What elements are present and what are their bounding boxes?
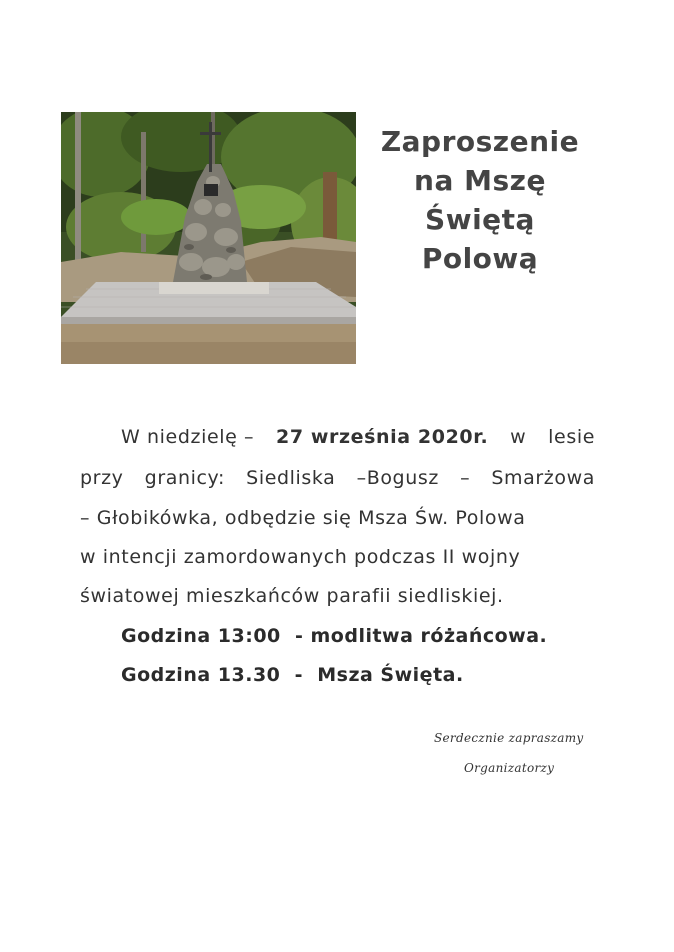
title-line-3: Świętą	[425, 203, 535, 236]
body-line-5: światowej mieszkańców parafii siedliskiej.	[80, 585, 504, 607]
closing-greeting: Serdecznie zapraszamy	[434, 731, 584, 745]
title-line-2: na Mszę	[414, 164, 546, 197]
title-line-4: Polową	[421, 242, 539, 275]
body-line-2-f: Smarżowa	[491, 467, 595, 489]
body-line-1-end: lesie	[548, 426, 595, 448]
body-line-1-w: w	[510, 426, 527, 448]
closing-signature: Organizatorzy	[464, 761, 555, 775]
body-line-2-b: granicy:	[144, 467, 226, 489]
body-line-3: – Głobikówka, odbędzie się Msza Św. Polowa	[80, 507, 526, 529]
body-line-2-a: przy	[80, 467, 124, 489]
schedule-mass: Godzina 13.30 - Msza Święta.	[121, 664, 464, 686]
body-line-2-d: –Bogusz	[356, 467, 439, 489]
body-line-1	[121, 426, 595, 448]
monument-photo	[61, 112, 356, 364]
body-line-2-e: –	[460, 467, 471, 489]
title-line-1: Zaproszenie	[380, 125, 580, 158]
schedule-rosary: Godzina 13:00 - modlitwa różańcowa.	[121, 625, 548, 647]
invitation-title	[365, 122, 595, 278]
event-date: 27 września 2020r.	[276, 426, 489, 448]
body-line-1-start: W niedzielę –	[121, 426, 255, 448]
body-line-4: w intencji zamordowanych podczas II wojny	[80, 546, 521, 568]
body-line-2	[80, 467, 595, 489]
body-line-2-c: Siedliska	[246, 467, 336, 489]
